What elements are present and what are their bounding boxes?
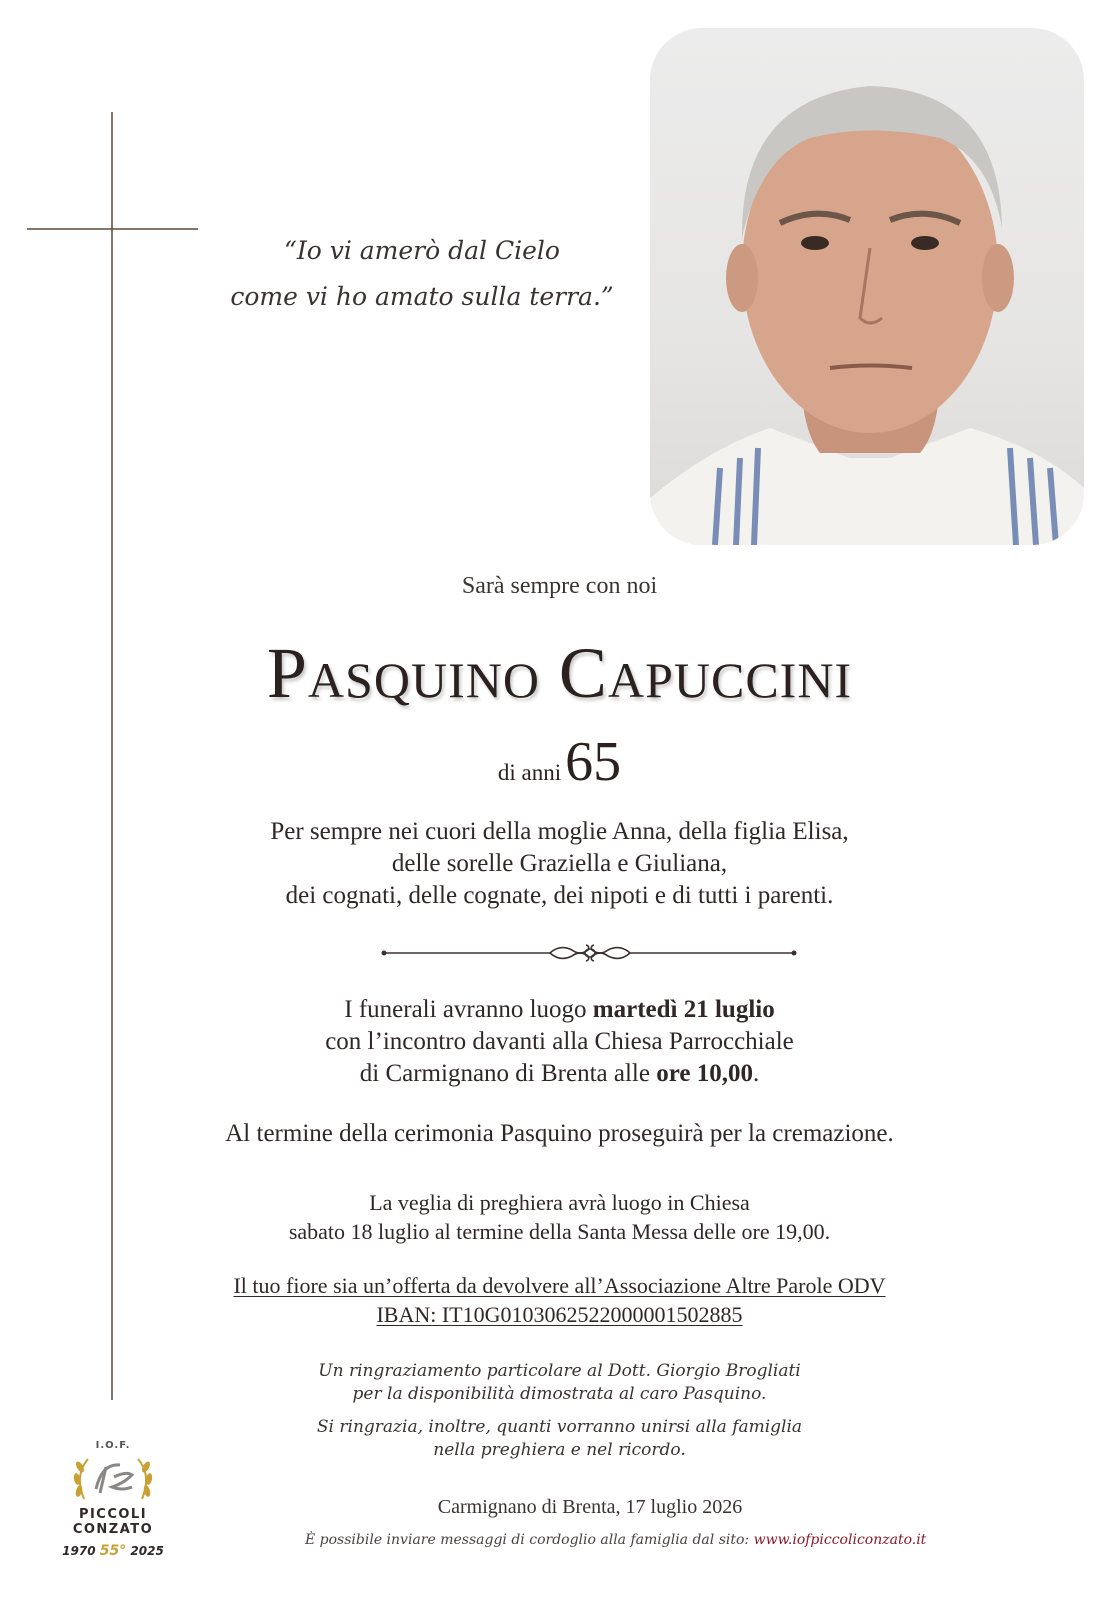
vigil-line-2: sabato 18 luglio al termine della Santa Messa delle ore 19,00. (288, 1219, 831, 1244)
funeral-paragraph (0, 994, 1119, 1090)
thanks-line-2: per la disponibilità dimostrata al caro Pasquino. (352, 1384, 767, 1404)
iban: IBAN: IT10G0103062522000001502885 (376, 1302, 743, 1327)
funeral-date: martedì 21 luglio (592, 996, 775, 1023)
thanks-line-1: Un ringraziamento particolare al Dott. Giorgio Brogliati (318, 1361, 801, 1381)
funeral-home-logo (38, 1440, 188, 1560)
family-line-2: delle sorelle Graziella e Giuliana, (391, 850, 728, 877)
ornament-divider (380, 940, 800, 966)
laurel-monogram-icon (68, 1453, 158, 1507)
age-value: 65 (565, 731, 622, 793)
cremation-note: Al termine della cerimonia Pasquino proseguirà per la cremazione. (225, 1120, 894, 1147)
funeral-time: ore 10,00 (656, 1060, 753, 1087)
portrait-photo (650, 28, 1084, 545)
family-line-3: dei cognati, delle cognate, dei nipoti e di tutti i parenti. (285, 882, 834, 909)
funeral-line-1: I funerali avranno luogo martedì 21 luglio (344, 996, 775, 1023)
quote (222, 228, 622, 320)
subtitle: Sarà sempre con noi (461, 573, 658, 599)
logo-anniversary: 55° (99, 1543, 127, 1559)
donation-paragraph (0, 1271, 1119, 1329)
donation-line: Il tuo fiore sia un’offerta da devolvere all’Associazione Altre Parole ODV (233, 1273, 886, 1298)
logo-years: 1970 55° 2025 (62, 1543, 164, 1559)
quote-line-1: “Io vi amerò dal Cielo (284, 236, 560, 265)
place-date: Carmignano di Brenta, 17 luglio 2026 (437, 1496, 743, 1518)
deceased-name: Pasquino Capuccini (266, 633, 853, 713)
vigil-line-1: La veglia di preghiera avrà luogo in Chiesa (369, 1190, 750, 1215)
website-link[interactable]: www.iofpiccoliconzato.it (753, 1532, 927, 1548)
family-paragraph (0, 816, 1119, 912)
logo-iof: I.O.F. (95, 1440, 131, 1451)
footer-note (305, 1532, 1105, 1548)
family-line-1: Per sempre nei cuori della moglie Anna, della figlia Elisa, (270, 818, 849, 845)
funeral-line-2: con l’incontro davanti alla Chiesa Parrocchiale (325, 1028, 794, 1055)
funeral-line-3: di Carmignano di Brenta alle ore 10,00. (359, 1060, 760, 1087)
age (0, 730, 1119, 794)
logo-brand: PICCOLI CONZATO (72, 1507, 154, 1537)
footer-text: È possibile inviare messaggi di cordoglio alla famiglia dal sito: (305, 1532, 754, 1548)
quote-line-2: come vi ho amato sulla terra.” (230, 282, 614, 311)
thanks-paragraph-1 (0, 1360, 1119, 1406)
thanks-line-4: nella preghiera e nel ricordo. (433, 1440, 686, 1460)
age-label: di anni (497, 760, 562, 785)
vigil-paragraph (0, 1188, 1119, 1246)
thanks-line-3: Si ringrazia, inoltre, quanti vorranno unirsi alla famiglia (316, 1417, 803, 1437)
